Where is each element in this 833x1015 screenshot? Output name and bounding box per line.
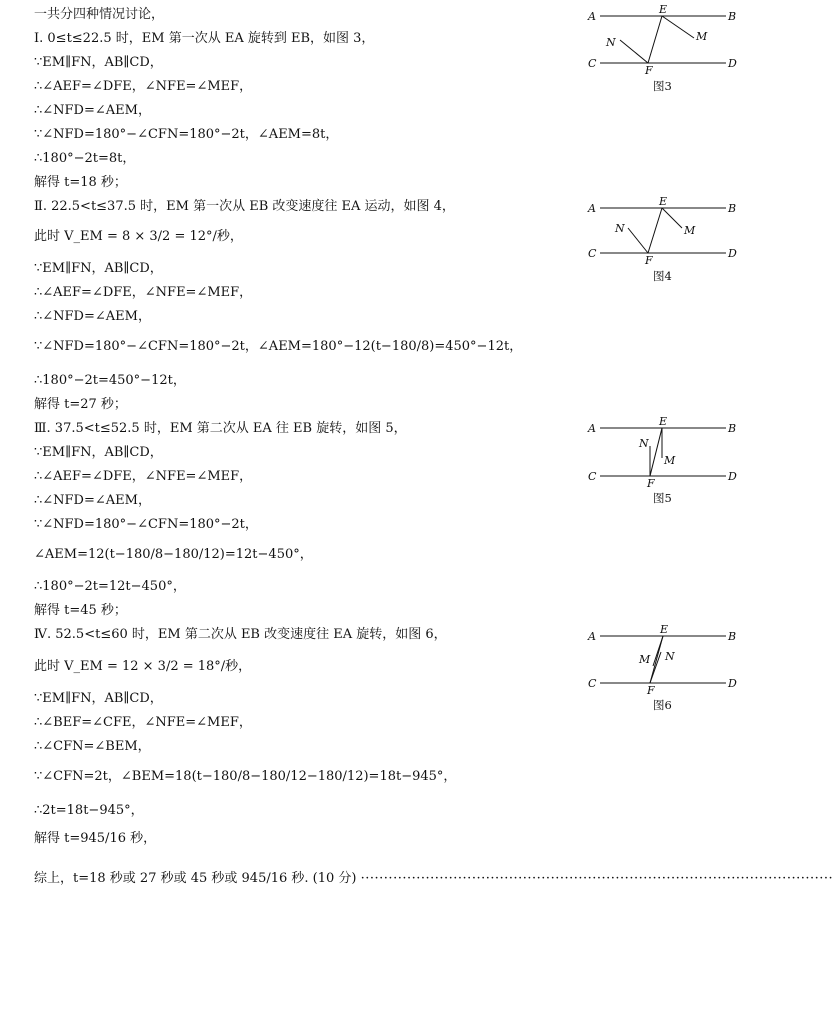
fig3-label-b: B — [728, 10, 737, 23]
conclusion-text: 综上，t=18 秒或 27 秒或 45 秒或 945/16 秒. (10 分) — [34, 871, 357, 886]
solution-line-32: 解得 t=945/16 秒， — [34, 831, 157, 846]
fig6-label-n: N — [665, 650, 675, 663]
fig6-label-b: B — [728, 630, 737, 643]
solution-line-11: ∵EM∥FN，AB∥CD， — [34, 261, 163, 276]
conclusion-line — [34, 871, 833, 886]
solution-line-24: 解得 t=45 秒； — [34, 603, 127, 618]
solution-line-13: ∴∠NFD=∠AEM， — [34, 309, 151, 324]
solution-line-31: ∴2t=18t−945°， — [34, 803, 144, 818]
solution-line-12: ∴∠AEF=∠DFE，∠NFE=∠MEF， — [34, 285, 253, 300]
fig4-label-e: E — [659, 195, 668, 208]
figure-5-caption: 图5 — [653, 491, 672, 505]
fig3-label-f: F — [645, 64, 653, 77]
fig6-label-f: F — [647, 684, 655, 697]
solution-line-23: ∴180°−2t=12t−450°， — [34, 579, 186, 594]
figure-4 — [586, 195, 737, 268]
figure-6 — [586, 623, 737, 697]
solution-line-21: ∵∠NFD=180°−∠CFN=180°−2t， — [34, 517, 258, 532]
fig6-label-d: D — [728, 677, 737, 690]
solution-line-1: 一共分四种情况讨论， — [34, 7, 165, 22]
figure-3-caption: 图3 — [653, 79, 672, 93]
solution-line-8: 解得 t=18 秒； — [34, 175, 127, 190]
solution-line-9: Ⅱ. 22.5<t≤37.5 时，EM 第一次从 EB 改变速度往 EA 运动，如图 4， — [34, 199, 455, 214]
fig5-label-e: E — [659, 415, 668, 428]
fig3-label-m: M — [696, 30, 708, 43]
fig5-label-b: B — [728, 422, 737, 435]
fig5-label-m: M — [664, 454, 676, 467]
solution-line-2: Ⅰ. 0≤t≤22.5 时，EM 第一次从 EA 旋转到 EB，如图 3， — [34, 31, 375, 46]
figure-6-caption: 图6 — [653, 698, 672, 712]
fig4-label-b: B — [728, 202, 737, 215]
figure-6-diagram — [586, 623, 737, 697]
fig6-label-a: A — [588, 630, 596, 643]
figure-4-diagram — [586, 195, 737, 268]
fig5-label-n: N — [639, 437, 649, 450]
fig4-label-a: A — [588, 202, 596, 215]
solution-line-20: ∴∠NFD=∠AEM， — [34, 493, 151, 508]
solution-line-27: ∵EM∥FN，AB∥CD， — [34, 691, 163, 706]
solution-line-18: ∵EM∥FN，AB∥CD， — [34, 445, 163, 460]
solution-line-17: Ⅲ. 37.5<t≤52.5 时，EM 第二次从 EA 往 EB 旋转，如图 5， — [34, 421, 407, 436]
figure-4-caption: 图4 — [653, 269, 672, 283]
solution-line-29: ∴∠CFN=∠BEM， — [34, 739, 151, 754]
fig3-label-d: D — [728, 57, 737, 70]
fig5-label-a: A — [588, 422, 596, 435]
fig5-label-c: C — [588, 470, 597, 483]
solution-line-22: ∠AEM=12(t−180/8−180/12)=12t−450°， — [34, 547, 313, 562]
solution-line-3: ∵EM∥FN，AB∥CD， — [34, 55, 163, 70]
figure-5-diagram — [586, 415, 737, 490]
figure-3 — [586, 3, 737, 77]
fig5-label-d: D — [728, 470, 737, 483]
solution-line-15: ∴180°−2t=450°−12t， — [34, 373, 186, 388]
fig3-label-n: N — [606, 36, 616, 49]
fig6-label-e: E — [660, 623, 669, 636]
figure-3-diagram — [586, 3, 737, 77]
solution-line-19: ∴∠AEF=∠DFE，∠NFE=∠MEF， — [34, 469, 253, 484]
figure-5 — [586, 415, 737, 490]
solution-line-7: ∴180°−2t=8t， — [34, 151, 136, 166]
solution-line-6: ∵∠NFD=180°−∠CFN=180°−2t，∠AEM=8t， — [34, 127, 339, 142]
fig3-label-e: E — [659, 3, 668, 16]
solution-line-16: 解得 t=27 秒； — [34, 397, 127, 412]
fig3-label-a: A — [588, 10, 596, 23]
fig3-label-c: C — [588, 57, 597, 70]
fig4-label-c: C — [588, 247, 597, 260]
fig4-label-f: F — [645, 254, 653, 267]
fig6-label-m: M — [639, 653, 651, 666]
solution-line-4: ∴∠AEF=∠DFE，∠NFE=∠MEF， — [34, 79, 253, 94]
fig5-label-f: F — [647, 477, 655, 490]
solution-line-26: 此时 V_EM = 12 × 3/2 = 18°/秒， — [34, 659, 252, 674]
fig4-label-n: N — [615, 222, 625, 235]
solution-line-30: ∵∠CFN=2t，∠BEM=18(t−180/8−180/12−180/12)=18t−945°， — [34, 769, 457, 784]
fig6-label-c: C — [588, 677, 597, 690]
fig4-label-d: D — [728, 247, 737, 260]
solution-line-28: ∴∠BEF=∠CFE，∠NFE=∠MEF， — [34, 715, 252, 730]
solution-line-25: Ⅳ. 52.5<t≤60 时，EM 第二次从 EB 改变速度往 EA 旋转，如图 6， — [34, 627, 447, 642]
solution-line-5: ∴∠NFD=∠AEM， — [34, 103, 151, 118]
solution-line-14: ∵∠NFD=180°−∠CFN=180°−2t，∠AEM=180°−12(t−180/8)=450°−12t， — [34, 339, 523, 354]
solution-line-10: 此时 V_EM = 8 × 3/2 = 12°/秒， — [34, 229, 243, 244]
fig4-label-m: M — [684, 224, 696, 237]
leader-dots: ······································································································ — [360, 871, 833, 886]
